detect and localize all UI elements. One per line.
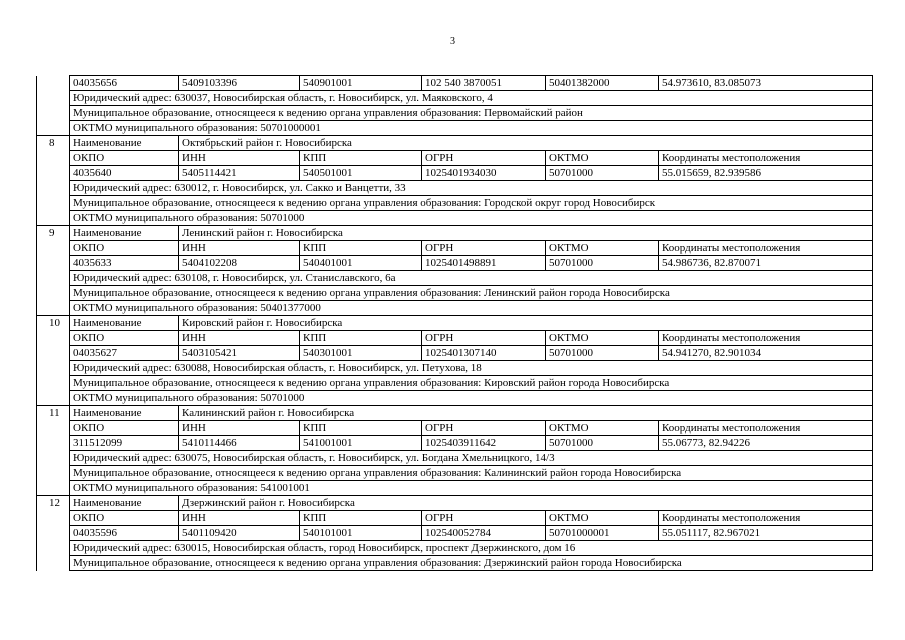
value-cell: 1025401498891 [422, 256, 546, 271]
column-header: ОГРН [422, 511, 546, 526]
municipality-row [37, 106, 873, 121]
record-values-row [37, 346, 873, 361]
number-cell [37, 466, 70, 481]
value-cell: 50701000 [546, 346, 659, 361]
value-cell: 5401109420 [179, 526, 300, 541]
column-header: КПП [300, 331, 422, 346]
column-header: КПП [300, 421, 422, 436]
municipality: Муниципальное образование, относящееся к ведению органа управления образования: Кировский район города Новосибирска [70, 376, 873, 391]
value-cell: 5404102208 [179, 256, 300, 271]
value-cell: 50701000 [546, 436, 659, 451]
legal-address-row [37, 541, 873, 556]
page-number: 3 [450, 36, 455, 47]
legal-address-row [37, 181, 873, 196]
municipality: Муниципальное образование, относящееся к ведению органа управления образования: Первомайский район [70, 106, 873, 121]
column-header: ИНН [179, 151, 300, 166]
value-cell: 50701000 [546, 256, 659, 271]
record-values-row [37, 526, 873, 541]
number-cell [37, 196, 70, 211]
number-cell [37, 526, 70, 541]
oktmo-municipality: ОКТМО муниципального образования: 541001001 [70, 481, 873, 496]
column-header: ОКПО [70, 331, 179, 346]
legal-address-row [37, 361, 873, 376]
municipality-row [37, 466, 873, 481]
value-cell: 55.051117, 82.967021 [659, 526, 873, 541]
name-label: Наименование [70, 226, 179, 241]
column-header-row [37, 511, 873, 526]
record-number: 11 [37, 406, 70, 421]
value-cell: 5403105421 [179, 346, 300, 361]
record-number: 8 [37, 136, 70, 151]
value-cell: 04035596 [70, 526, 179, 541]
column-header: Координаты местоположения [659, 151, 873, 166]
oktmo-municipality: ОКТМО муниципального образования: 50401377000 [70, 301, 873, 316]
value-cell: 50701000001 [546, 526, 659, 541]
record-values-row [37, 436, 873, 451]
record-number: 9 [37, 226, 70, 241]
value-cell: 540901001 [300, 76, 422, 91]
record-values-row [37, 76, 873, 91]
municipality-row [37, 196, 873, 211]
record-name: Ленинский район г. Новосибирска [179, 226, 873, 241]
number-cell [37, 121, 70, 136]
municipality: Муниципальное образование, относящееся к ведению органа управления образования: Дзержинский район города Новосибирска [70, 556, 873, 571]
value-cell: 311512099 [70, 436, 179, 451]
column-header: ОГРН [422, 241, 546, 256]
value-cell: 541001001 [300, 436, 422, 451]
name-label: Наименование [70, 316, 179, 331]
column-header: ОКТМО [546, 331, 659, 346]
column-header: КПП [300, 151, 422, 166]
legal-address: Юридический адрес: 630012, г. Новосибирск, ул. Сакко и Ванцетти, 33 [70, 181, 873, 196]
legal-address-row [37, 91, 873, 106]
legal-address: Юридический адрес: 630088, Новосибирская область, г. Новосибирск, ул. Петухова, 18 [70, 361, 873, 376]
record-name-row [37, 406, 873, 421]
municipality-row [37, 556, 873, 571]
value-cell: 4035640 [70, 166, 179, 181]
column-header: ИНН [179, 511, 300, 526]
name-label: Наименование [70, 496, 179, 511]
column-header: ОКПО [70, 151, 179, 166]
legal-address: Юридический адрес: 630108, г. Новосибирск, ул. Станиславского, 6а [70, 271, 873, 286]
column-header: Координаты местоположения [659, 241, 873, 256]
number-cell [37, 181, 70, 196]
number-cell [37, 556, 70, 571]
value-cell: 55.06773, 82.94226 [659, 436, 873, 451]
number-cell [37, 391, 70, 406]
municipality-row [37, 376, 873, 391]
number-cell [37, 481, 70, 496]
value-cell: 540401001 [300, 256, 422, 271]
column-header: Координаты местоположения [659, 511, 873, 526]
number-cell [37, 256, 70, 271]
column-header-row [37, 331, 873, 346]
number-cell [37, 211, 70, 226]
value-cell: 540501001 [300, 166, 422, 181]
number-cell [37, 376, 70, 391]
column-header: ИНН [179, 241, 300, 256]
value-cell: 4035633 [70, 256, 179, 271]
value-cell: 04035656 [70, 76, 179, 91]
column-header: Координаты местоположения [659, 421, 873, 436]
column-header: ОГРН [422, 151, 546, 166]
value-cell: 540101001 [300, 526, 422, 541]
column-header: КПП [300, 241, 422, 256]
municipality: Муниципальное образование, относящееся к ведению органа управления образования: Ленинский район города Новосибирска [70, 286, 873, 301]
oktmo-municipality-row [37, 481, 873, 496]
oktmo-municipality: ОКТМО муниципального образования: 50701000 [70, 391, 873, 406]
number-cell [37, 451, 70, 466]
number-cell [37, 421, 70, 436]
column-header: ИНН [179, 421, 300, 436]
number-cell [37, 76, 70, 91]
value-cell: 1025403911642 [422, 436, 546, 451]
oktmo-municipality-row [37, 211, 873, 226]
oktmo-municipality: ОКТМО муниципального образования: 50701000 [70, 211, 873, 226]
column-header: ОКПО [70, 241, 179, 256]
record-name-row [37, 136, 873, 151]
column-header: ОКТМО [546, 421, 659, 436]
number-cell [37, 286, 70, 301]
column-header: ОГРН [422, 421, 546, 436]
number-cell [37, 346, 70, 361]
column-header: КПП [300, 511, 422, 526]
record-name-row [37, 316, 873, 331]
column-header: ОКПО [70, 511, 179, 526]
name-label: Наименование [70, 406, 179, 421]
number-cell [37, 166, 70, 181]
column-header: ОКТМО [546, 151, 659, 166]
legal-address: Юридический адрес: 630075, Новосибирская область, г. Новосибирск, ул. Богдана Хмельницкого, 14/3 [70, 451, 873, 466]
record-name: Дзержинский район г. Новосибирска [179, 496, 873, 511]
value-cell: 5410114466 [179, 436, 300, 451]
column-header-row [37, 151, 873, 166]
value-cell: 1025401307140 [422, 346, 546, 361]
number-cell [37, 301, 70, 316]
column-header: ОКПО [70, 421, 179, 436]
registry-table [36, 75, 873, 571]
column-header-row [37, 241, 873, 256]
oktmo-municipality-row [37, 301, 873, 316]
record-name: Октябрьский район г. Новосибирска [179, 136, 873, 151]
municipality: Муниципальное образование, относящееся к ведению органа управления образования: Калининский район города Новосибирска [70, 466, 873, 481]
record-values-row [37, 256, 873, 271]
oktmo-municipality: ОКТМО муниципального образования: 50701000001 [70, 121, 873, 136]
column-header: ОКТМО [546, 511, 659, 526]
record-name: Калининский район г. Новосибирска [179, 406, 873, 421]
legal-address: Юридический адрес: 630015, Новосибирская область, город Новосибирск, проспект Дзержинского, дом 16 [70, 541, 873, 556]
value-cell: 54.941270, 82.901034 [659, 346, 873, 361]
name-label: Наименование [70, 136, 179, 151]
value-cell: 50401382000 [546, 76, 659, 91]
number-cell [37, 151, 70, 166]
value-cell: 04035627 [70, 346, 179, 361]
value-cell: 55.015659, 82.939586 [659, 166, 873, 181]
legal-address-row [37, 451, 873, 466]
value-cell: 50701000 [546, 166, 659, 181]
number-cell [37, 91, 70, 106]
number-cell [37, 511, 70, 526]
value-cell: 54.973610, 83.085073 [659, 76, 873, 91]
record-number: 12 [37, 496, 70, 511]
column-header: ОГРН [422, 331, 546, 346]
column-header: ИНН [179, 331, 300, 346]
number-cell [37, 106, 70, 121]
municipality: Муниципальное образование, относящееся к ведению органа управления образования: Городской округ город Новосибирск [70, 196, 873, 211]
value-cell: 5409103396 [179, 76, 300, 91]
number-cell [37, 541, 70, 556]
record-name-row [37, 496, 873, 511]
value-cell: 5405114421 [179, 166, 300, 181]
value-cell: 102 540 3870051 [422, 76, 546, 91]
value-cell: 102540052784 [422, 526, 546, 541]
record-number: 10 [37, 316, 70, 331]
value-cell: 1025401934030 [422, 166, 546, 181]
number-cell [37, 436, 70, 451]
value-cell: 540301001 [300, 346, 422, 361]
number-cell [37, 271, 70, 286]
legal-address: Юридический адрес: 630037, Новосибирская область, г. Новосибирск, ул. Маяковского, 4 [70, 91, 873, 106]
oktmo-municipality-row [37, 121, 873, 136]
column-header-row [37, 421, 873, 436]
record-name: Кировский район г. Новосибирска [179, 316, 873, 331]
number-cell [37, 241, 70, 256]
column-header: Координаты местоположения [659, 331, 873, 346]
record-values-row [37, 166, 873, 181]
number-cell [37, 331, 70, 346]
oktmo-municipality-row [37, 391, 873, 406]
legal-address-row [37, 271, 873, 286]
column-header: ОКТМО [546, 241, 659, 256]
record-name-row [37, 226, 873, 241]
value-cell: 54.986736, 82.870071 [659, 256, 873, 271]
number-cell [37, 361, 70, 376]
municipality-row [37, 286, 873, 301]
